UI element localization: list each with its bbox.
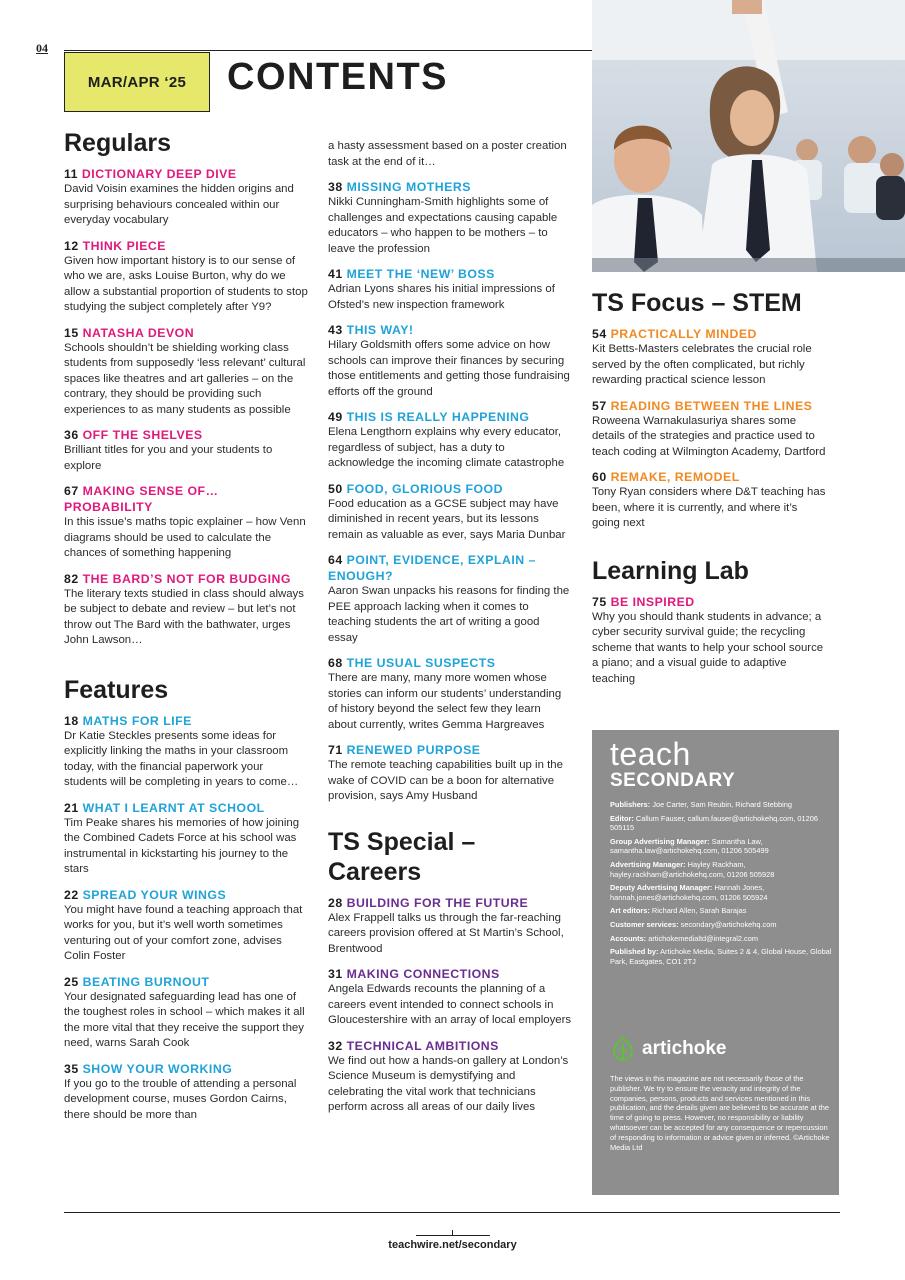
toc-entry[interactable]	[64, 571, 308, 649]
toc-entry[interactable]	[592, 594, 828, 688]
toc-entry-title: MISSING MOTHERS	[346, 180, 471, 194]
toc-entry-description: Roweena Warnakulasuriya shares some details of the strategies and practice used to teach coding at Wilmington Academy, Dartford	[592, 414, 826, 458]
toc-entry-description: Food education as a GCSE subject may have diminished in recent years, but its lessons remain as valuable as ever, says Maria Dunbar	[328, 497, 566, 541]
footer-url[interactable]: teachwire.net/secondary	[388, 1239, 517, 1251]
toc-entry-title: WHAT I LEARNT AT SCHOOL	[82, 800, 265, 815]
credit-role: Accounts:	[610, 933, 647, 943]
toc-entry-page-number: 12	[64, 238, 79, 253]
issue-badge: MAR/APR ‘25	[64, 52, 210, 112]
toc-entry-heading	[328, 266, 572, 282]
toc-entry-description: Why you should thank students in advance; a cyber security survival guide; the recycling scheme that wants to help your school source a piano; and a visual guide to adaptive teaching	[592, 610, 824, 685]
toc-entry-heading	[592, 398, 828, 414]
toc-entry[interactable]	[64, 427, 308, 474]
credit-role: Deputy Advertising Manager:	[610, 883, 713, 893]
credit-role: Published by:	[610, 947, 659, 957]
toc-entry-heading	[328, 966, 572, 982]
toc-entry-page-number: 49	[328, 410, 343, 424]
masthead-panel	[592, 730, 839, 1195]
toc-entry-heading	[328, 552, 572, 584]
stem-list	[592, 326, 828, 532]
toc-entry-heading	[592, 326, 828, 342]
toc-entry-page-number: 60	[592, 470, 607, 484]
credit-value: Hannah Jones, hannah.jones@artichokehq.com, 01206 505924	[610, 883, 768, 902]
disclaimer-text: The views in this magazine are not necessarily those of the publisher. We try to ensure the veracity and integrity of the companies, persons, products and services mentioned in this publication, and the details given are believed to be accurate at the time of going to press. However, no responsibility or liability whatsoever can be accepted for any consequence or repercussion of responding to information or advice given or inferred. ©Artichoke Media Ltd	[610, 1074, 830, 1152]
features-list	[64, 713, 308, 1124]
toc-entry-title: BE INSPIRED	[610, 594, 695, 609]
toc-entry-title: BUILDING FOR THE FUTURE	[346, 895, 529, 910]
toc-entry-title: RENEWED PURPOSE	[346, 743, 481, 757]
toc-entry-description: David Voisin examines the hidden origins and surprising behaviours concealed within our everyday vocabulary	[64, 183, 294, 226]
toc-entry-description: Dr Katie Steckles presents some ideas for explicitly linking the maths in your classroom today, with the financial paperwork your students will be completing in years to come…	[64, 729, 299, 788]
credit-line	[610, 860, 832, 879]
toc-entry[interactable]	[64, 800, 308, 878]
toc-entry-description: There are many, many more women whose stories can inform our students’ understanding of history beyond the select few they learn about currently, writes Gemma Hargreaves	[328, 672, 562, 731]
toc-entry-heading	[328, 655, 572, 671]
toc-entry[interactable]	[592, 469, 828, 532]
toc-entry[interactable]	[64, 166, 308, 229]
toc-entry-description: Adrian Lyons shares his initial impressions of Ofsted’s new inspection framework	[328, 283, 555, 311]
toc-entry[interactable]	[592, 326, 828, 389]
toc-entry-title: BEATING BURNOUT	[82, 974, 210, 989]
toc-entry-heading	[64, 427, 308, 443]
toc-entry-title: MAKING CONNECTIONS	[346, 967, 500, 981]
toc-entry-description: Schools shouldn’t be shielding working class students from supposedly ‘less relevant’ cultural spaces like theatres and art galleries – on the contrary, they should be providing such experiences to as many students as possible	[64, 341, 306, 416]
toc-entry-title: THE BARD’S NOT FOR BUDGING	[82, 571, 291, 586]
column-middle	[328, 139, 572, 1116]
credit-line	[610, 934, 832, 944]
toc-entry-title: MEET THE ‘NEW’ BOSS	[346, 267, 495, 281]
toc-entry-page-number: 75	[592, 594, 607, 609]
toc-entry-page-number: 25	[64, 974, 79, 989]
credit-value: Richard Allen, Sarah Barajas	[651, 906, 747, 916]
toc-entry-description: Kit Betts-Masters celebrates the crucial role served by the often complicated, but richly rewarding practical science lesson	[592, 343, 812, 386]
header-rule	[64, 50, 592, 51]
toc-entry-heading	[64, 238, 308, 254]
toc-entry-heading	[64, 713, 308, 729]
toc-entry[interactable]	[592, 398, 828, 461]
publisher-logo	[610, 1036, 726, 1062]
toc-entry-heading	[328, 409, 572, 425]
toc-entry-description: If you go to the trouble of attending a personal development course, muses Gordon Cairns, there should be more than	[64, 1077, 297, 1121]
toc-entry-heading	[592, 594, 828, 610]
toc-entry-heading	[328, 179, 572, 195]
toc-entry-description-continued: a hasty assessment based on a poster creation task at the end of it…	[328, 140, 567, 168]
toc-entry-page-number: 57	[592, 398, 607, 413]
column-right	[592, 288, 828, 687]
toc-entry-page-number: 38	[328, 180, 343, 194]
toc-entry-description: Alex Frappell talks us through the far-reaching careers provision offered at St Martin’s School, Brentwood	[328, 911, 564, 955]
credit-value: Callum Fauser, callum.fauser@artichokehq.com, 01206 505115	[610, 813, 818, 833]
toc-entry[interactable]	[328, 322, 572, 400]
toc-entry-description: The literary texts studied in class should always be subject to debate and review – but let’s not throw out The Bard with the bathwater, urges John Lawson…	[64, 587, 304, 646]
credit-role: Advertising Manager:	[610, 859, 686, 869]
page-title: CONTENTS	[227, 56, 448, 98]
section-title-careers: TS Special – Careers	[328, 827, 476, 886]
credit-value: secondary@artichokehq.com	[680, 919, 777, 929]
learning-lab-list	[592, 594, 828, 688]
toc-entry-heading	[328, 481, 572, 497]
toc-entry-page-number: 18	[64, 713, 79, 728]
credit-role: Group Advertising Manager:	[610, 836, 710, 846]
toc-entry-heading	[328, 742, 572, 758]
toc-entry-page-number: 22	[64, 887, 79, 902]
toc-entry-description: In this issue’s maths topic explainer – how Venn diagrams should be used to calculate the chances of something happening	[64, 516, 306, 559]
toc-entry-title: NATASHA DEVON	[82, 325, 195, 340]
toc-entry[interactable]	[64, 1061, 308, 1124]
staff-credits	[610, 800, 832, 970]
credit-value: Samantha Law, samantha.law@artichokehq.com, 01206 505499	[610, 836, 769, 856]
toc-entry-page-number: 36	[64, 428, 79, 442]
credit-line	[610, 920, 832, 930]
toc-entry-title: THE USUAL SUSPECTS	[346, 656, 496, 670]
toc-entry-heading	[64, 571, 308, 587]
toc-entry-page-number: 41	[328, 267, 343, 281]
toc-entry-description: You might have found a teaching approach that works for you, but it’s well worth sometimes venturing out of your comfort zone, advises Colin Foster	[64, 903, 303, 962]
toc-entry-title: POINT, EVIDENCE, EXPLAIN – ENOUGH?	[328, 553, 536, 583]
toc-entry-description: Angela Edwards recounts the planning of a careers event intended to connect schools in Gloucestershire with an array of local employers	[328, 983, 572, 1026]
toc-entry-title: REMAKE, REMODEL	[610, 470, 740, 484]
toc-entry-page-number: 71	[328, 743, 343, 757]
toc-entry-heading	[64, 800, 308, 816]
toc-entry[interactable]	[328, 895, 572, 958]
toc-entry-page-number: 50	[328, 481, 343, 496]
toc-entry-page-number: 28	[328, 895, 343, 910]
toc-entry-title: TECHNICAL AMBITIONS	[346, 1038, 499, 1053]
toc-entry-title: MATHS FOR LIFE	[82, 713, 192, 728]
toc-entry-description: Brilliant titles for you and your students to explore	[64, 444, 273, 472]
toc-entry-heading	[64, 325, 308, 341]
toc-entry[interactable]	[64, 887, 308, 965]
credit-value: Joe Carter, Sam Reubin, Richard Stebbing	[652, 800, 792, 809]
section-title-learning-lab: Learning Lab	[592, 556, 749, 585]
toc-entry-description: Hilary Goldsmith offers some advice on how schools can improve their finances by securing those entitlements and getting those fundraising efforts off the ground	[328, 339, 570, 398]
credit-line	[610, 800, 832, 810]
credit-value: Artichoke Media, Suites 2 & 4, Global House, Global Park, Eastgates, CO1 2TJ	[610, 947, 832, 966]
toc-entry-description: Nikki Cunningham-Smith highlights some of challenges and expectations causing capable educators – who happen to be mothers – to leave the profession	[328, 196, 558, 255]
toc-entry-page-number: 32	[328, 1038, 343, 1053]
toc-entry-title: THIS WAY!	[346, 323, 414, 337]
credit-line	[610, 883, 832, 902]
toc-entry-heading	[328, 895, 572, 911]
toc-entry-description: Tim Peake shares his memories of how joining the Combined Cadets Force at his school was instrumental in kickstarting his journey to the stars	[64, 816, 300, 875]
toc-entry-page-number: 43	[328, 323, 343, 337]
toc-entry-title: OFF THE SHELVES	[82, 428, 203, 442]
toc-entry[interactable]	[328, 742, 572, 805]
toc-entry-title: PRACTICALLY MINDED	[610, 327, 757, 341]
toc-entry-description: Your designated safeguarding lead has one of the toughest roles in school – which makes it all the more vital that they receive the support they need, warns Sarah Cook	[64, 990, 305, 1049]
credit-line	[610, 814, 832, 833]
toc-entry-title: MAKING SENSE OF… PROBABILITY	[64, 484, 219, 514]
column-left	[64, 128, 308, 1123]
toc-entry-page-number: 15	[64, 325, 79, 340]
toc-entry-page-number: 64	[328, 553, 343, 567]
credit-role: Customer services:	[610, 919, 679, 929]
footer-rule	[64, 1212, 840, 1213]
page-number: 04	[36, 41, 48, 55]
toc-entry-title: READING BETWEEN THE LINES	[610, 398, 813, 413]
toc-entry-page-number: 35	[64, 1061, 79, 1076]
toc-entry-page-number: 54	[592, 327, 607, 341]
toc-entry[interactable]	[64, 713, 308, 791]
toc-entry[interactable]	[328, 655, 572, 733]
toc-entry[interactable]	[328, 966, 572, 1029]
toc-entry-heading	[64, 483, 308, 515]
credit-role: Editor:	[610, 813, 634, 823]
credit-line	[610, 906, 832, 916]
credit-value: artichokemedialtd@integral2.com	[648, 933, 758, 943]
toc-entry-heading	[64, 1061, 308, 1077]
classroom-photo	[592, 0, 905, 272]
footer-tick	[452, 1230, 453, 1235]
toc-entry[interactable]	[328, 179, 572, 257]
toc-entry-heading	[328, 322, 572, 338]
toc-entry-page-number: 68	[328, 656, 343, 670]
toc-entry[interactable]	[328, 481, 572, 544]
teach-logo: teach	[610, 736, 691, 772]
toc-entry-description: Tony Ryan considers where D&T teaching has been, where it is currently, and where it’s going next	[592, 486, 826, 529]
toc-entry-page-number: 21	[64, 800, 79, 815]
toc-entry-description: Aaron Swan unpacks his reasons for finding the PEE approach lacking when it comes to teaching students the art of writing a good essay	[328, 585, 570, 644]
careers-list	[328, 895, 572, 1116]
toc-entry[interactable]	[328, 552, 572, 646]
toc-entry[interactable]	[64, 325, 308, 419]
toc-entry-heading	[328, 1038, 572, 1054]
features-list-continued	[328, 139, 572, 805]
regulars-list	[64, 166, 308, 649]
toc-entry[interactable]	[328, 1038, 572, 1116]
toc-entry-heading	[64, 974, 308, 990]
toc-entry-heading	[64, 166, 308, 182]
toc-entry-page-number: 67	[64, 484, 79, 498]
toc-entry[interactable]	[64, 974, 308, 1052]
toc-entry[interactable]	[64, 483, 308, 562]
toc-entry-page-number: 31	[328, 967, 343, 981]
credit-line	[610, 947, 832, 966]
toc-entry-heading	[64, 887, 308, 903]
toc-entry-title: THIS IS REALLY HAPPENING	[346, 410, 530, 424]
toc-entry-title: SPREAD YOUR WINGS	[82, 887, 227, 902]
artichoke-logo-icon	[610, 1036, 636, 1062]
credit-role: Publishers:	[610, 800, 651, 809]
publisher-name: artichoke	[642, 1038, 727, 1059]
section-title-stem: TS Focus – STEM	[592, 289, 802, 317]
toc-entry-title: FOOD, GLORIOUS FOOD	[346, 481, 503, 496]
toc-entry-description: Given how important history is to our sense of who we are, asks Louise Burton, why do we allow a substantial proportion of students to stop studying the subject completely after Y9?	[64, 254, 308, 313]
toc-entry[interactable]	[328, 409, 572, 472]
toc-entry-heading	[592, 469, 828, 485]
toc-entry-description: We find out how a hands-on gallery at London’s Science Museum is demystifying and celebrating the vital work that technicians perform across all areas of our daily lives	[328, 1054, 569, 1113]
toc-entry-title: SHOW YOUR WORKING	[82, 1061, 233, 1076]
credit-value: Hayley Rackham, hayley.rackham@artichokehq.com, 01206 505928	[610, 859, 775, 879]
toc-entry[interactable]	[64, 238, 308, 316]
secondary-logo: SECONDARY	[610, 770, 736, 791]
footer-url-rule	[416, 1235, 490, 1236]
section-title-regulars: Regulars	[64, 129, 171, 157]
credit-line	[610, 837, 832, 856]
toc-entry-title: THINK PIECE	[82, 238, 166, 253]
toc-entry-page-number: 11	[64, 167, 78, 181]
toc-entry-description: The remote teaching capabilities built up in the wake of COVID can be a boon for alternative provision, says Amy Husband	[328, 759, 563, 802]
toc-entry-description: Elena Lengthorn explains why every educator, regardless of subject, has a duty to acknowledge the incoming climate catastrophe	[328, 426, 565, 469]
toc-entry-page-number: 82	[64, 571, 79, 586]
credit-role: Art editors:	[610, 906, 650, 916]
section-title-features: Features	[64, 675, 169, 704]
toc-entry[interactable]	[328, 266, 572, 313]
toc-entry-title: DICTIONARY DEEP DIVE	[81, 167, 237, 181]
